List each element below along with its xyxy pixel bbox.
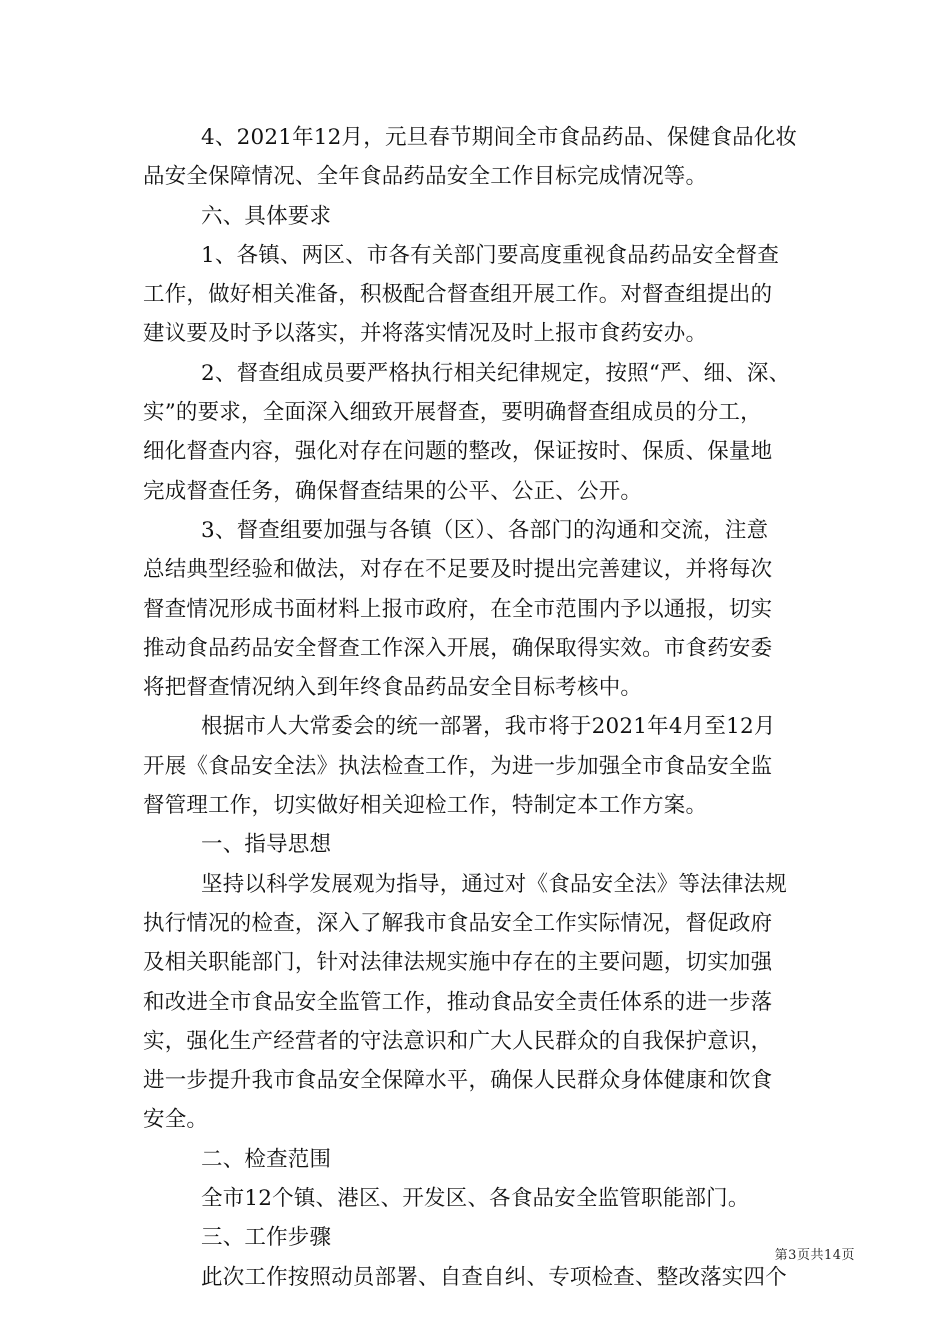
document-body — [143, 118, 815, 1297]
text-line: 二、检查范围 — [201, 1146, 332, 1172]
text-line: 一、指导思想 — [201, 832, 332, 858]
text-line: 根据市人大常委会的统一部署，我市将于2021年4月至12月 — [201, 714, 776, 740]
text-line: 全市12个镇、港区、开发区、各食品安全监管职能部门。 — [201, 1186, 750, 1212]
text-line: 实，强化生产经营者的守法意识和广大人民群众的自我保护意识， — [143, 1028, 773, 1054]
text-line: 及相关职能部门，针对法律法规实施中存在的主要问题，切实加强 — [143, 950, 773, 976]
text-line: 坚持以科学发展观为指导，通过对《食品安全法》等法律法规 — [201, 871, 787, 897]
text-line: 品安全保障情况、全年食品药品安全工作目标完成情况等。 — [143, 164, 708, 190]
text-line: 此次工作按照动员部署、自查自纠、专项检查、整改落实四个 — [201, 1264, 787, 1290]
text-line: 建议要及时予以落实，并将落实情况及时上报市食药安办。 — [143, 321, 708, 347]
text-line: 督管理工作，切实做好相关迎检工作，特制定本工作方案。 — [143, 793, 708, 819]
text-line: 执行情况的检查，深入了解我市食品安全工作实际情况，督促政府 — [143, 910, 773, 936]
text-line: 三、工作步骤 — [201, 1225, 332, 1251]
text-line: 将把督查情况纳入到年终食品药品安全目标考核中。 — [143, 675, 643, 701]
text-line: 实”的要求，全面深入细致开展督查，要明确督查组成员的分工， — [143, 400, 762, 426]
text-line: 2、督查组成员要严格执行相关纪律规定，按照“严、细、深、 — [201, 360, 791, 386]
text-line: 督查情况形成书面材料上报市政府，在全市范围内予以通报，切实 — [143, 596, 773, 622]
text-line: 1、各镇、两区、市各有关部门要高度重视食品药品安全督查 — [201, 242, 780, 268]
text-line: 3、督查组要加强与各镇（区）、各部门的沟通和交流，注意 — [201, 517, 769, 543]
text-line: 推动食品药品安全督查工作深入开展，确保取得实效。市食药安委 — [143, 635, 773, 661]
text-line: 进一步提升我市食品安全保障水平，确保人民群众身体健康和饮食 — [143, 1068, 773, 1094]
page-number-footer: 第3页共14页 — [774, 1248, 855, 1263]
text-line: 安全。 — [143, 1107, 209, 1133]
text-line: 开展《食品安全法》执法检查工作，为进一步加强全市食品安全监 — [143, 753, 773, 779]
text-line: 六、具体要求 — [201, 203, 332, 229]
text-line: 完成督查任务，确保督查结果的公平、公正、公开。 — [143, 478, 643, 504]
text-line: 工作，做好相关准备，积极配合督查组开展工作。对督查组提出的 — [143, 282, 773, 308]
text-line: 和改进全市食品安全监管工作，推动食品安全责任体系的进一步落 — [143, 989, 773, 1015]
text-line: 总结典型经验和做法，对存在不足要及时提出完善建议，并将每次 — [143, 557, 773, 583]
text-line: 细化督查内容，强化对存在问题的整改，保证按时、保质、保量地 — [143, 439, 773, 465]
text-line: 4、2021年12月，元旦春节期间全市食品药品、保健食品化妆 — [201, 125, 798, 150]
